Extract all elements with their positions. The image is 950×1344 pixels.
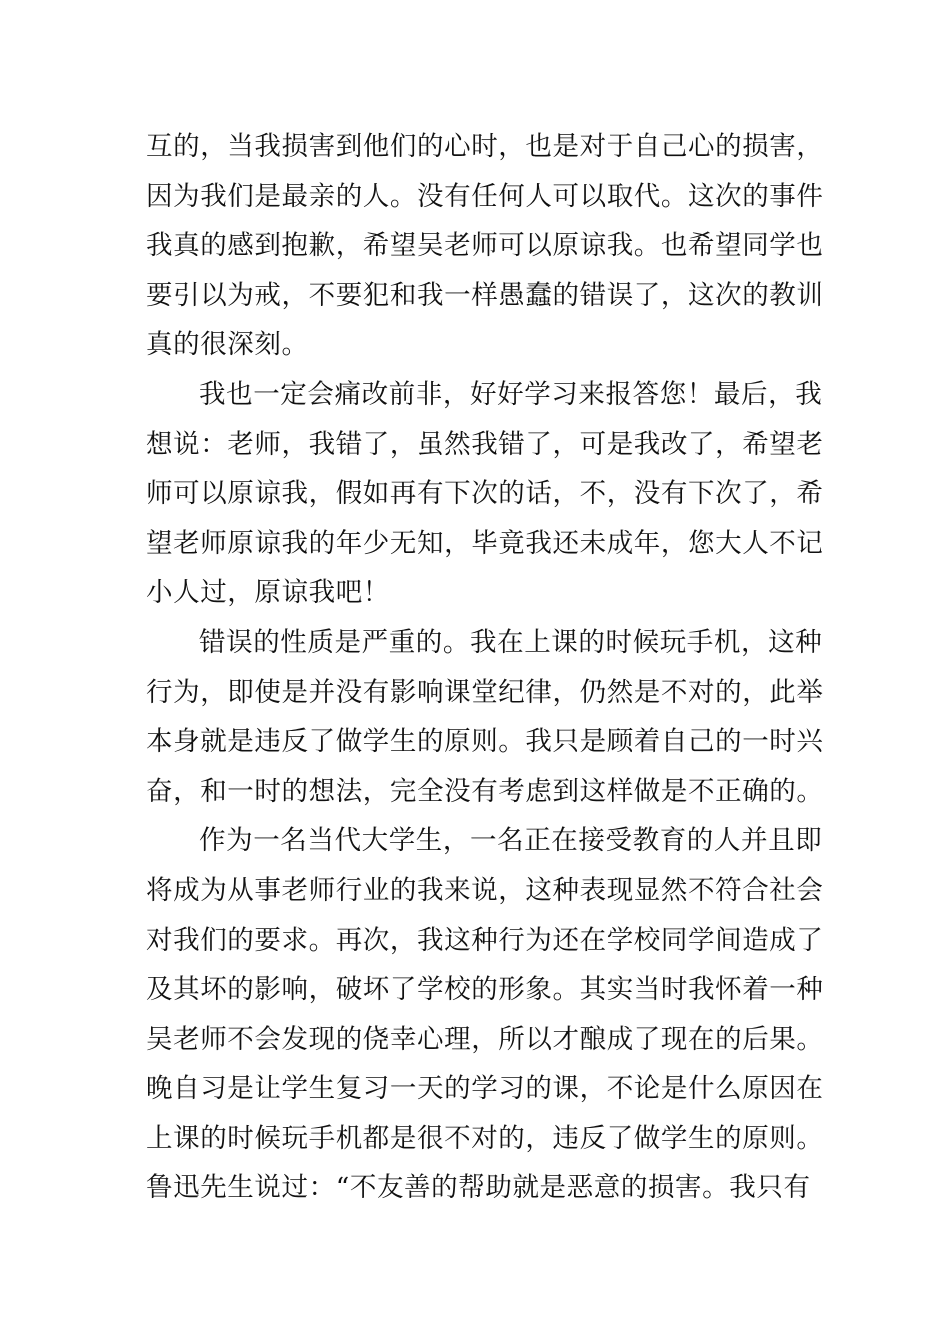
text-line: 上课的时候玩手机都是很不对的，违反了做学生的原则。	[146, 1122, 824, 1154]
text-line: 及其坏的影响，破坏了学校的形象。其实当时我怀着一种	[146, 974, 824, 1006]
text-line: 师可以原谅我，假如再有下次的话，不，没有下次了，希	[146, 478, 824, 510]
text-line: 我真的感到抱歉，希望吴老师可以原谅我。也希望同学也	[146, 230, 824, 262]
text-line: 小人过，原谅我吧！	[146, 577, 390, 609]
text-line: 对我们的要求。再次，我这种行为还在学校同学间造成了	[146, 924, 824, 956]
paragraph-first-line: 错误的性质是严重的。我在上课的时候玩手机，这种	[199, 626, 823, 658]
paragraph-first-line: 作为一名当代大学生，一名正在接受教育的人并且即	[199, 825, 823, 857]
text-line: 鲁迅先生说过：“不友善的帮助就是恶意的损害。我只有	[146, 1172, 811, 1204]
body-text	[146, 122, 824, 1213]
text-line: 互的，当我损害到他们的心时，也是对于自己心的损害，	[146, 131, 824, 162]
text-line: 想说：老师，我错了，虽然我错了，可是我改了，希望老	[146, 428, 824, 460]
text-line: 要引以为戒，不要犯和我一样愚蠢的错误了，这次的教训	[146, 279, 824, 311]
paragraph-first-line: 我也一定会痛改前非，好好学习来报答您！最后，我	[199, 378, 823, 410]
text-line: 真的很深刻。	[146, 329, 309, 361]
text-line: 将成为从事老师行业的我来说，这种表现显然不符合社会	[146, 874, 824, 906]
text-line: 因为我们是最亲的人。没有任何人可以取代。这次的事件	[146, 180, 824, 212]
text-line: 行为，即使是并没有影响课堂纪律，仍然是不对的，此举	[146, 676, 824, 708]
text-line: 望老师原谅我的年少无知，毕竟我还未成年，您大人不记	[146, 527, 824, 559]
text-line: 本身就是违反了做学生的原则。我只是顾着自己的一时兴	[146, 726, 824, 758]
text-line: 晚自习是让学生复习一天的学习的课，不论是什么原因在	[146, 1073, 824, 1105]
text-line: 奋，和一时的想法，完全没有考虑到这样做是不正确的。	[146, 775, 824, 807]
text-line: 吴老师不会发现的侥幸心理，所以才酿成了现在的后果。	[146, 1023, 824, 1055]
